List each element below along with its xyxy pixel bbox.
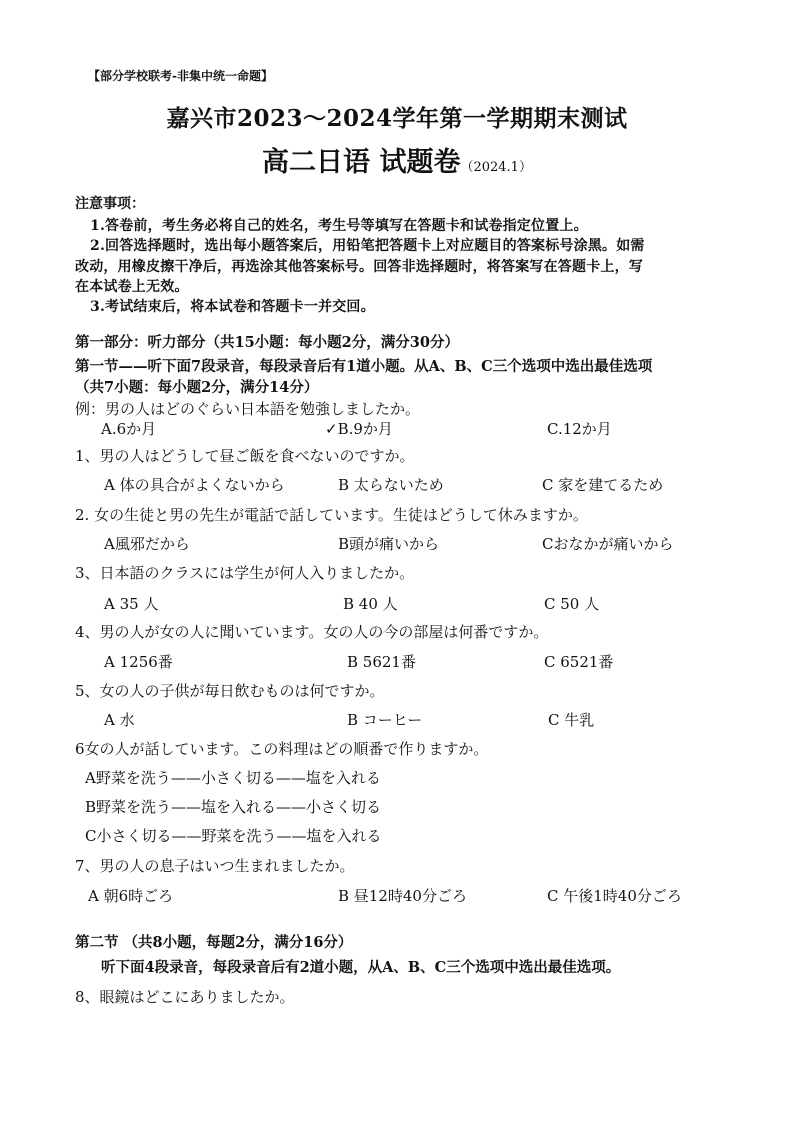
question-3: 3、日本語のクラスには学生が何人入りましたか。: [75, 564, 415, 582]
q6-option-b: B野菜を洗う——塩を入れる——小さく切る: [85, 798, 382, 816]
exam-title: 嘉兴市2023～2024学年第一学期期末测试: [166, 105, 628, 132]
q3-option-b: B 40 人: [343, 595, 398, 613]
subtitle-text: 高二日语 试题卷: [262, 147, 461, 178]
note-2-line-3: 在本试卷上无效。: [75, 279, 189, 295]
q3-option-c: C 50 人: [544, 595, 600, 613]
note-2-line-2: 改动，用橡皮擦干净后，再选涂其他答案标号。回答非选择题时，将答案写在答题卡上，写: [75, 259, 643, 275]
question-7: 7、男の人の息子はいつ生まれましたか。: [75, 857, 355, 875]
note-2-line-1: 2.回答选择题时，选出每小题答案后，用铅笔把答题卡上对应题目的答案标号涂黑。如需: [90, 238, 645, 254]
q4-option-a: A 1256番: [104, 653, 173, 671]
q2-option-c: Cおなかが痛いから: [542, 535, 674, 553]
example-option-a: A.6か月: [101, 420, 157, 438]
q5-option-a: A 水: [104, 711, 135, 729]
check-mark-icon: ✓: [325, 420, 338, 438]
example-question: 例：男の人はどのぐらい日本語を勉強しましたか。: [75, 400, 421, 418]
q3-option-a: A 35 人: [104, 595, 159, 613]
q1-option-c: C 家を建てるため: [542, 476, 664, 494]
section1-instruction-line-2: （共7小题：每小题2分，满分14分）: [75, 379, 319, 396]
example-option-c: C.12か月: [547, 420, 612, 438]
q6-option-c: C小さく切る——野菜を洗う——塩を入れる: [85, 827, 382, 845]
q1-option-a: A 体の具合がよくないから: [104, 476, 285, 494]
note-3: 3.考试结束后，将本试卷和答题卡一并交回。: [90, 299, 375, 315]
q7-option-b: B 昼12時40分ごろ: [338, 887, 467, 905]
example-option-b-text: B.9か月: [337, 420, 393, 438]
question-4: 4、男の人が女の人に聞いています。女の人の今の部屋は何番ですか。: [75, 623, 549, 641]
q5-option-c: C 牛乳: [548, 711, 595, 729]
q1-option-b: B 太らないため: [338, 476, 444, 494]
q5-option-b: B コーヒー: [347, 711, 423, 729]
question-1: 1、男の人はどうして昼ご飯を食べないのですか。: [75, 447, 415, 465]
q6-option-a: A野菜を洗う——小さく切る——塩を入れる: [85, 769, 381, 787]
section2-instruction: 听下面4段录音，每段录音后有2道小题，从A、B、C三个选项中选出最佳选项。: [101, 959, 621, 976]
q4-option-c: C 6521番: [544, 653, 614, 671]
part1-heading: 第一部分：听力部分（共15小题：每小题2分，满分30分）: [75, 334, 459, 351]
q7-option-a: A 朝6時ごろ: [88, 887, 174, 905]
question-8: 8、眼鏡はどこにありましたか。: [75, 988, 295, 1006]
question-6: 6女の人が話しています。この料理はどの順番で作りますか。: [75, 740, 489, 758]
q7-option-c: C 午後1時40分ごろ: [547, 887, 682, 905]
question-2: 2. 女の生徒と男の先生が電話で話しています。生徒はどうして休みますか。: [75, 506, 588, 524]
exam-tag: 【部分学校联考-非集中统一命题】: [88, 69, 273, 83]
q2-option-a: A風邪だから: [104, 535, 190, 553]
exam-date: （2024.1）: [460, 160, 532, 175]
q2-option-b: B頭が痛いから: [338, 535, 440, 553]
section1-instruction-line-1: 第一节——听下面7段录音，每段录音后有1道小题。从A、B、C三个选项中选出最佳选项: [75, 358, 653, 375]
question-5: 5、女の人の子供が毎日飲むものは何ですか。: [75, 682, 385, 700]
part2-heading: 第二节 （共8小题，每题2分，满分16分）: [75, 934, 353, 951]
exam-subtitle: [0, 140, 794, 179]
note-1: 1.答卷前，考生务必将自己的姓名，考生号等填写在答题卡和试卷指定位置上。: [90, 218, 588, 234]
example-option-b: [325, 418, 393, 439]
q4-option-b: B 5621番: [347, 653, 416, 671]
notes-heading: 注意事项：: [75, 196, 145, 212]
